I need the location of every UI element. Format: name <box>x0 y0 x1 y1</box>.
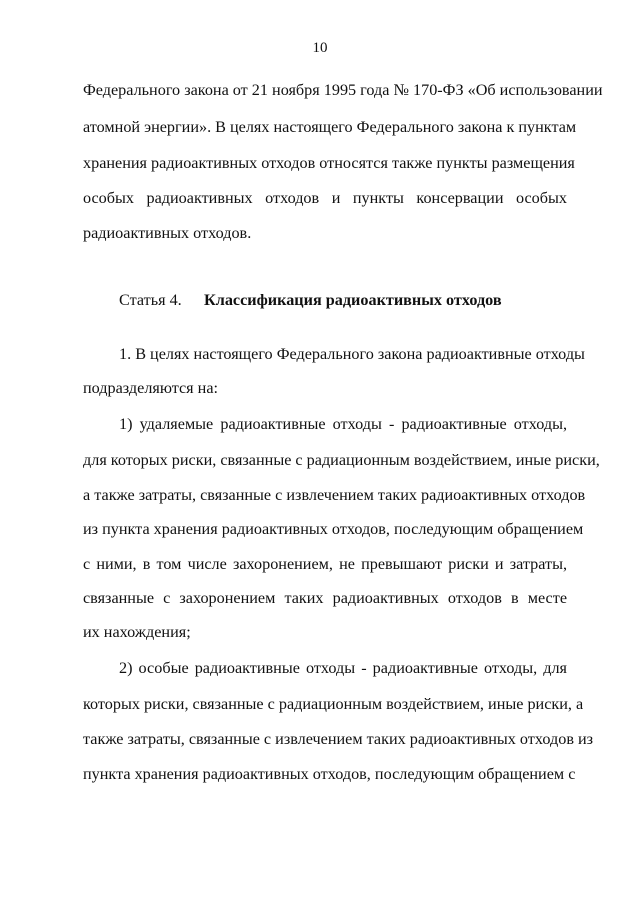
text-line: для которых риски, связанные с радиационным воздействием, иные риски, <box>83 451 600 469</box>
article-title: Классификация радиоактивных отходов <box>204 291 502 309</box>
text-line: Федерального закона от 21 ноября 1995 года № 170-ФЗ «Об использовании <box>83 81 603 99</box>
text-line: 1. В целях настоящего Федерального закона радиоактивные отходы <box>119 345 585 363</box>
text-line: их нахождения; <box>83 623 191 641</box>
text-line: радиоактивных отходов. <box>83 224 252 242</box>
text-line: которых риски, связанные с радиационным воздействием, иные риски, а <box>83 695 584 713</box>
text-line: 2) особые радиоактивные отходы - радиоактивные отходы, для <box>119 659 567 677</box>
text-line: пункта хранения радиоактивных отходов, последующим обращением с <box>83 765 576 783</box>
text-line: а также затраты, связанные с извлечением таких радиоактивных отходов <box>83 486 586 504</box>
text-line: подразделяются на: <box>83 379 219 397</box>
text-line: также затраты, связанные с извлечением таких радиоактивных отходов из <box>83 730 594 748</box>
page-number: 10 <box>312 40 328 56</box>
text-line: хранения радиоактивных отходов относятся также пункты размещения <box>83 154 575 172</box>
text-line: 1) удаляемые радиоактивные отходы - радиоактивные отходы, <box>119 415 567 433</box>
text-line: связанные с захоронением таких радиоактивных отходов в месте <box>83 589 567 607</box>
article-number: Статья 4. <box>119 291 182 309</box>
text-line: атомной энергии». В целях настоящего Федерального закона к пунктам <box>83 118 577 136</box>
text-line: с ними, в том числе захоронением, не превышают риски и затраты, <box>83 555 567 573</box>
text-line: из пункта хранения радиоактивных отходов, последующим обращением <box>83 520 584 538</box>
text-line: особых радиоактивных отходов и пункты консервации особых <box>83 189 567 207</box>
